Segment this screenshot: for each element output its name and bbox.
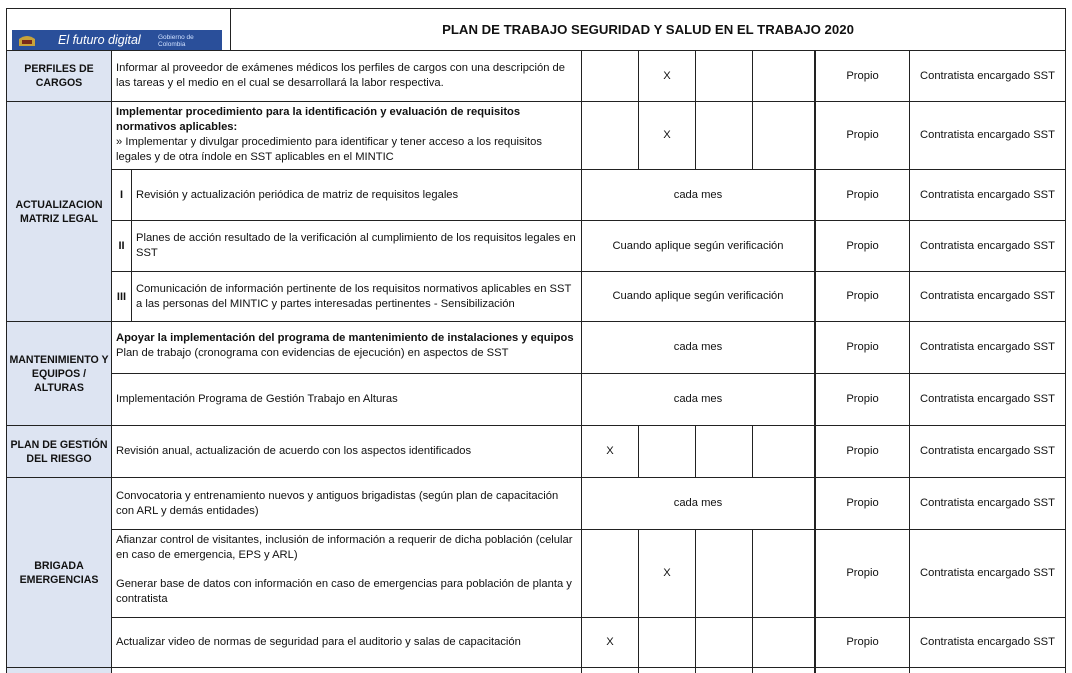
resource-cell: Propio: [814, 529, 909, 617]
responsible-cell: Contratista encargado SST: [909, 477, 1066, 529]
schedule-cell: [638, 667, 695, 673]
roman-numeral: III: [111, 271, 131, 321]
schedule-cell: [695, 50, 752, 101]
schedule-cell: [581, 101, 638, 169]
schedule-cell: [752, 667, 814, 673]
schedule-cell: [752, 50, 814, 101]
responsible-cell: Contratista encargado SST: [909, 617, 1066, 667]
activity-text: Afianzar control de visitantes, inclusión de información a requerir de dicha población (celular en caso de emergencia, EPS y ARL): [116, 534, 573, 561]
schedule-cell: [695, 529, 752, 617]
frequency-cell: cada mes: [581, 321, 814, 373]
schedule-cell: [695, 101, 752, 169]
schedule-cell: [752, 617, 814, 667]
responsible-cell: Contratista encargado SST: [909, 50, 1066, 101]
logo-text: El futuro digital: [58, 33, 141, 47]
category-perfiles: PERFILES DE CARGOS: [6, 50, 111, 101]
activity-cell: [111, 321, 581, 373]
activity-text: Plan de trabajo (cronograma con evidencias de ejecución) en aspectos de SST: [116, 347, 509, 359]
resource-cell: Propio: [814, 425, 909, 477]
activity-cell: [111, 101, 581, 169]
responsible-cell: Contratista encargado SST: [909, 271, 1066, 321]
responsible-cell: Contratista encargado SST: [909, 529, 1066, 617]
schedule-cell: [638, 617, 695, 667]
schedule-cell: [695, 425, 752, 477]
colombia-shield-icon: [16, 33, 38, 47]
frequency-cell: cada mes: [581, 477, 814, 529]
activity-text: Generar base de datos con información en caso de emergencias para población de planta y contratista: [116, 578, 572, 605]
category-actualizacion: ACTUALIZACION MATRIZ LEGAL: [6, 101, 111, 321]
activity-text: Revisión y actualización periódica de matriz de requisitos legales: [131, 169, 581, 220]
responsible-cell: [909, 667, 1066, 673]
resource-cell: Propio: [814, 373, 909, 425]
resource-cell: Propio: [814, 477, 909, 529]
activity-text: Implementación Programa de Gestión Trabajo en Alturas: [111, 373, 581, 425]
responsible-cell: Contratista encargado SST: [909, 425, 1066, 477]
resource-cell: Propio: [814, 101, 909, 169]
activity-text: Revisión anual, actualización de acuerdo con los aspectos identificados: [111, 425, 581, 477]
responsible-cell: Contratista encargado SST: [909, 220, 1066, 271]
roman-numeral: II: [111, 220, 131, 271]
activity-text: Convocatoria y entrenamiento nuevos y antiguos brigadistas (según plan de capacitación con ARL y demás entidades): [111, 477, 581, 529]
schedule-mark: X: [638, 50, 695, 101]
schedule-cell: [581, 529, 638, 617]
activity-text: Informar al proveedor de exámenes médicos los perfiles de cargos con una descripción de las tareas y el medio en el cual se desarrollará la labor respectiva.: [111, 50, 581, 101]
activity-text: Actualizar video de normas de seguridad para el auditorio y salas de capacitación: [111, 617, 581, 667]
schedule-mark: X: [581, 425, 638, 477]
responsible-cell: Contratista encargado SST: [909, 101, 1066, 169]
schedule-cell: [752, 101, 814, 169]
schedule-cell: [695, 617, 752, 667]
schedule-mark: X: [638, 101, 695, 169]
activity-cell: [111, 529, 581, 617]
resource-cell: [814, 667, 909, 673]
resource-cell: Propio: [814, 169, 909, 220]
schedule-mark: X: [638, 529, 695, 617]
schedule-cell: [752, 425, 814, 477]
activity-title: Apoyar la implementación del programa de mantenimiento de instalaciones y equipos: [116, 332, 574, 344]
responsible-cell: Contratista encargado SST: [909, 321, 1066, 373]
activity-text: Planes de acción resultado de la verificación al cumplimiento de los requisitos legales en SST: [131, 220, 581, 271]
gov-text: Gobierno de Colombia: [158, 34, 194, 48]
category-mantenimiento: MANTENIMIENTO Y EQUIPOS / ALTURAS: [6, 321, 111, 425]
responsible-cell: Contratista encargado SST: [909, 373, 1066, 425]
responsible-cell: Contratista encargado SST: [909, 169, 1066, 220]
frequency-cell: Cuando aplique según verificación: [581, 220, 814, 271]
schedule-cell: [638, 425, 695, 477]
resource-cell: Propio: [814, 220, 909, 271]
resource-cell: Propio: [814, 271, 909, 321]
activity-text: » Implementar y divulgar procedimiento para identificar y tener acceso a los requisitos legales y de otra índole en SST aplicables en el MINTIC: [116, 136, 542, 163]
page-title: PLAN DE TRABAJO SEGURIDAD Y SALUD EN EL TRABAJO 2020: [230, 8, 1066, 50]
category-next: [6, 667, 111, 673]
schedule-cell: [581, 667, 638, 673]
resource-cell: Propio: [814, 50, 909, 101]
activity-title: Implementar procedimiento para la identificación y evaluación de requisitos normativos aplicables:: [116, 106, 521, 133]
schedule-mark: X: [581, 617, 638, 667]
frequency-cell: cada mes: [581, 169, 814, 220]
resource-cell: Propio: [814, 617, 909, 667]
resource-cell: Propio: [814, 321, 909, 373]
roman-numeral: I: [111, 169, 131, 220]
category-plan-riesgo: PLAN DE GESTIÓN DEL RIESGO: [6, 425, 111, 477]
schedule-cell: [752, 529, 814, 617]
schedule-cell: [695, 667, 752, 673]
activity-text: Comunicación de información pertinente de los requisitos normativos aplicables en SST a las personas del MINTIC y partes interesadas pertinentes - Sensibilización: [131, 271, 581, 321]
category-brigada: BRIGADA EMERGENCIAS: [6, 477, 111, 667]
frequency-cell: cada mes: [581, 373, 814, 425]
logo-banner: [12, 30, 222, 50]
activity-cell: [111, 667, 581, 673]
frequency-cell: Cuando aplique según verificación: [581, 271, 814, 321]
schedule-cell: [581, 50, 638, 101]
